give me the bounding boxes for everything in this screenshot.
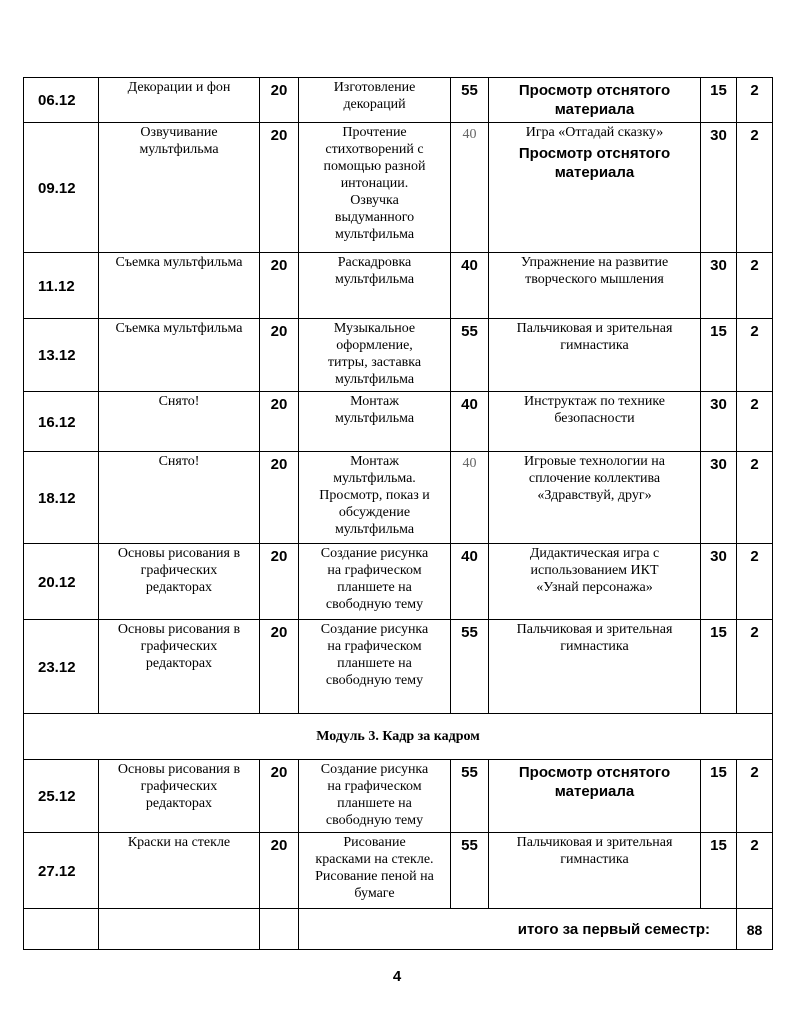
theory-minutes-cell: 20: [260, 123, 299, 253]
extra-minutes-cell: 30: [701, 452, 737, 544]
topic-cell: [99, 123, 260, 253]
text-line: бумаге: [354, 886, 395, 901]
text-line: Игровые технологии на: [524, 454, 665, 469]
text-line: планшете на: [337, 580, 412, 595]
text-line: выдуманного: [334, 210, 415, 225]
total-value: 88: [737, 909, 773, 950]
activity-cell: [299, 319, 451, 392]
text-line: Рисование: [343, 835, 406, 850]
table-row: [24, 544, 773, 620]
text-line: Просмотр, показ и: [319, 488, 430, 503]
date-cell: 27.12: [24, 833, 99, 909]
extra-minutes-cell: 15: [701, 760, 737, 833]
activity-cell: [299, 452, 451, 544]
text-line: на графическом: [327, 639, 422, 654]
text-line: Снято!: [158, 394, 200, 409]
hours-cell: 2: [737, 78, 773, 123]
text-line: редакторах: [145, 796, 213, 811]
text-line: помощью разной: [323, 159, 426, 174]
page-number: 4: [392, 968, 402, 985]
practice-minutes-cell: 55: [451, 833, 489, 909]
text-line: гимнастика: [560, 639, 629, 654]
extra-bold-text: [491, 81, 698, 119]
activity-cell: [299, 392, 451, 452]
extra-activity-cell: [489, 544, 701, 620]
text-line: редакторах: [145, 580, 213, 595]
table-row: [24, 78, 773, 123]
extra-minutes-cell: 15: [701, 78, 737, 123]
practice-minutes-cell: 55: [451, 78, 489, 123]
theory-minutes-cell: 20: [260, 78, 299, 123]
date-cell: 13.12: [24, 319, 99, 392]
text-line: Прочтение: [342, 125, 407, 140]
text-line: безопасности: [554, 411, 635, 426]
practice-minutes-cell: 40: [451, 123, 489, 253]
extra-activity-cell: [489, 452, 701, 544]
total-label: итого за первый семестр:: [299, 909, 737, 950]
extra-minutes-cell: 15: [701, 833, 737, 909]
text-line: обсуждение: [338, 505, 411, 520]
text-line: Краски на стекле: [127, 835, 231, 850]
text-line: Упражнение на развитие: [520, 255, 669, 270]
text-line: Основы рисования в: [117, 762, 241, 777]
module-title: Модуль 3. Кадр за кадром: [24, 714, 773, 760]
text-line: мультфильма: [334, 411, 415, 426]
activity-cell: [299, 253, 451, 319]
topic-cell: [99, 620, 260, 714]
text-line: красками на стекле.: [315, 852, 434, 867]
hours-cell: 2: [737, 319, 773, 392]
hours-cell: 2: [737, 620, 773, 714]
extra-activity-cell: [489, 123, 701, 253]
extra-bold-text: [491, 763, 698, 801]
text-line: мультфильма: [334, 522, 415, 537]
text-line: свободную тему: [325, 813, 424, 828]
text-line: Просмотр отснятого: [518, 764, 671, 781]
text-line: редакторах: [145, 656, 213, 671]
text-line: на графическом: [327, 563, 422, 578]
text-line: Основы рисования в: [117, 622, 241, 637]
text-line: стихотворений с: [325, 142, 424, 157]
text-line: Пальчиковая и зрительная: [516, 835, 673, 850]
extra-activity-cell: [489, 392, 701, 452]
text-line: Просмотр отснятого: [518, 145, 671, 162]
date-cell: 09.12: [24, 123, 99, 253]
topic-cell: [99, 452, 260, 544]
extra-activity-cell: [489, 760, 701, 833]
text-line: Изготовление: [333, 80, 416, 95]
text-line: мультфильма.: [333, 471, 416, 486]
extra-minutes-cell: 30: [701, 123, 737, 253]
table-row: [24, 253, 773, 319]
date-cell: 25.12: [24, 760, 99, 833]
hours-cell: 2: [737, 123, 773, 253]
text-line: Съемка мультфильма: [115, 255, 243, 270]
text-line: свободную тему: [325, 673, 424, 688]
text-line: Просмотр отснятого: [518, 82, 671, 99]
text-line: Пальчиковая и зрительная: [516, 321, 673, 336]
text-line: «Узнай персонажа»: [536, 580, 653, 595]
text-line: мультфильма: [334, 227, 415, 242]
text-line: планшете на: [337, 796, 412, 811]
text-line: Создание рисунка: [320, 546, 429, 561]
text-line: сплочение коллектива: [528, 471, 661, 486]
text-line: титры, заставка: [327, 355, 422, 370]
text-line: свободную тему: [325, 597, 424, 612]
text-line: графических: [140, 779, 218, 794]
text-line: Игра «Отгадай сказку»: [525, 125, 664, 140]
schedule-table: [23, 77, 773, 950]
empty-cell: [24, 909, 99, 950]
table-row: [24, 452, 773, 544]
extra-activity-cell: [489, 78, 701, 123]
extra-activity-cell: [489, 319, 701, 392]
topic-cell: [99, 760, 260, 833]
theory-minutes-cell: 20: [260, 544, 299, 620]
text-line: Музыкальное: [333, 321, 416, 336]
text-line: планшете на: [337, 656, 412, 671]
date-cell: 20.12: [24, 544, 99, 620]
text-line: интонации.: [340, 176, 409, 191]
hours-cell: 2: [737, 392, 773, 452]
hours-cell: 2: [737, 452, 773, 544]
empty-cell: [260, 909, 299, 950]
text-line: Монтаж: [350, 454, 399, 469]
activity-cell: [299, 123, 451, 253]
text-line: Создание рисунка: [320, 762, 429, 777]
practice-minutes-cell: 55: [451, 760, 489, 833]
practice-minutes-cell: 55: [451, 620, 489, 714]
activity-cell: [299, 833, 451, 909]
hours-cell: 2: [737, 253, 773, 319]
theory-minutes-cell: 20: [260, 620, 299, 714]
text-line: «Здравствуй, друг»: [537, 488, 652, 503]
text-line: материала: [554, 101, 635, 118]
practice-minutes-cell: 40: [451, 392, 489, 452]
topic-cell: [99, 319, 260, 392]
text-line: Раскадровка: [337, 255, 412, 270]
topic-cell: [99, 78, 260, 123]
text-line: Снято!: [158, 454, 200, 469]
text-line: графических: [140, 563, 218, 578]
topic-cell: [99, 833, 260, 909]
table-row: [24, 620, 773, 714]
empty-cell: [99, 909, 260, 950]
table-row: [24, 123, 773, 253]
extra-activity-cell: [489, 253, 701, 319]
text-line: творческого мышления: [525, 272, 664, 287]
text-line: Озвучка: [350, 193, 399, 208]
theory-minutes-cell: 20: [260, 319, 299, 392]
hours-cell: 2: [737, 833, 773, 909]
activity-cell: [299, 620, 451, 714]
theory-minutes-cell: 20: [260, 392, 299, 452]
total-row: [24, 909, 773, 950]
topic-cell: [99, 253, 260, 319]
text-line: Рисование пеной на: [315, 869, 434, 884]
extra-minutes-cell: 30: [701, 253, 737, 319]
text-line: мультфильма: [139, 142, 219, 157]
text-line: мультфильма: [334, 272, 415, 287]
text-line: оформление,: [336, 338, 413, 353]
table-row: [24, 319, 773, 392]
date-cell: 16.12: [24, 392, 99, 452]
text-line: гимнастика: [560, 338, 629, 353]
text-line: графических: [140, 639, 218, 654]
activity-cell: [299, 78, 451, 123]
activity-cell: [299, 760, 451, 833]
hours-cell: 2: [737, 544, 773, 620]
date-cell: 11.12: [24, 253, 99, 319]
text-line: использованием ИКТ: [530, 563, 659, 578]
extra-minutes-cell: 15: [701, 620, 737, 714]
extra-bold-text: [491, 144, 698, 182]
text-line: Монтаж: [350, 394, 399, 409]
text-line: Основы рисования в: [117, 546, 241, 561]
practice-minutes-cell: 40: [451, 253, 489, 319]
table-row: [24, 833, 773, 909]
text-line: Пальчиковая и зрительная: [516, 622, 673, 637]
text-line: Создание рисунка: [320, 622, 429, 637]
hours-cell: 2: [737, 760, 773, 833]
extra-minutes-cell: 30: [701, 544, 737, 620]
text-line: Озвучивание: [140, 125, 218, 140]
practice-minutes-cell: 55: [451, 319, 489, 392]
date-cell: 18.12: [24, 452, 99, 544]
extra-minutes-cell: 30: [701, 392, 737, 452]
practice-minutes-cell: 40: [451, 452, 489, 544]
theory-minutes-cell: 20: [260, 253, 299, 319]
module-row: [24, 714, 773, 760]
extra-minutes-cell: 15: [701, 319, 737, 392]
topic-cell: [99, 544, 260, 620]
text-line: материала: [554, 164, 635, 181]
text-line: мультфильма: [334, 372, 415, 387]
date-cell: 06.12: [24, 78, 99, 123]
extra-activity-cell: [489, 620, 701, 714]
text-line: Декорации и фон: [127, 80, 231, 95]
activity-cell: [299, 544, 451, 620]
theory-minutes-cell: 20: [260, 760, 299, 833]
text-line: гимнастика: [560, 852, 629, 867]
date-cell: 23.12: [24, 620, 99, 714]
theory-minutes-cell: 20: [260, 833, 299, 909]
practice-minutes-cell: 40: [451, 544, 489, 620]
text-line: Дидактическая игра с: [529, 546, 660, 561]
table-row: [24, 760, 773, 833]
text-line: Инструктаж по технике: [523, 394, 665, 409]
text-line: декораций: [343, 97, 406, 112]
text-line: Съемка мультфильма: [115, 321, 243, 336]
text-line: материала: [554, 783, 635, 800]
topic-cell: [99, 392, 260, 452]
table-row: [24, 392, 773, 452]
extra-activity-cell: [489, 833, 701, 909]
text-line: на графическом: [327, 779, 422, 794]
theory-minutes-cell: 20: [260, 452, 299, 544]
